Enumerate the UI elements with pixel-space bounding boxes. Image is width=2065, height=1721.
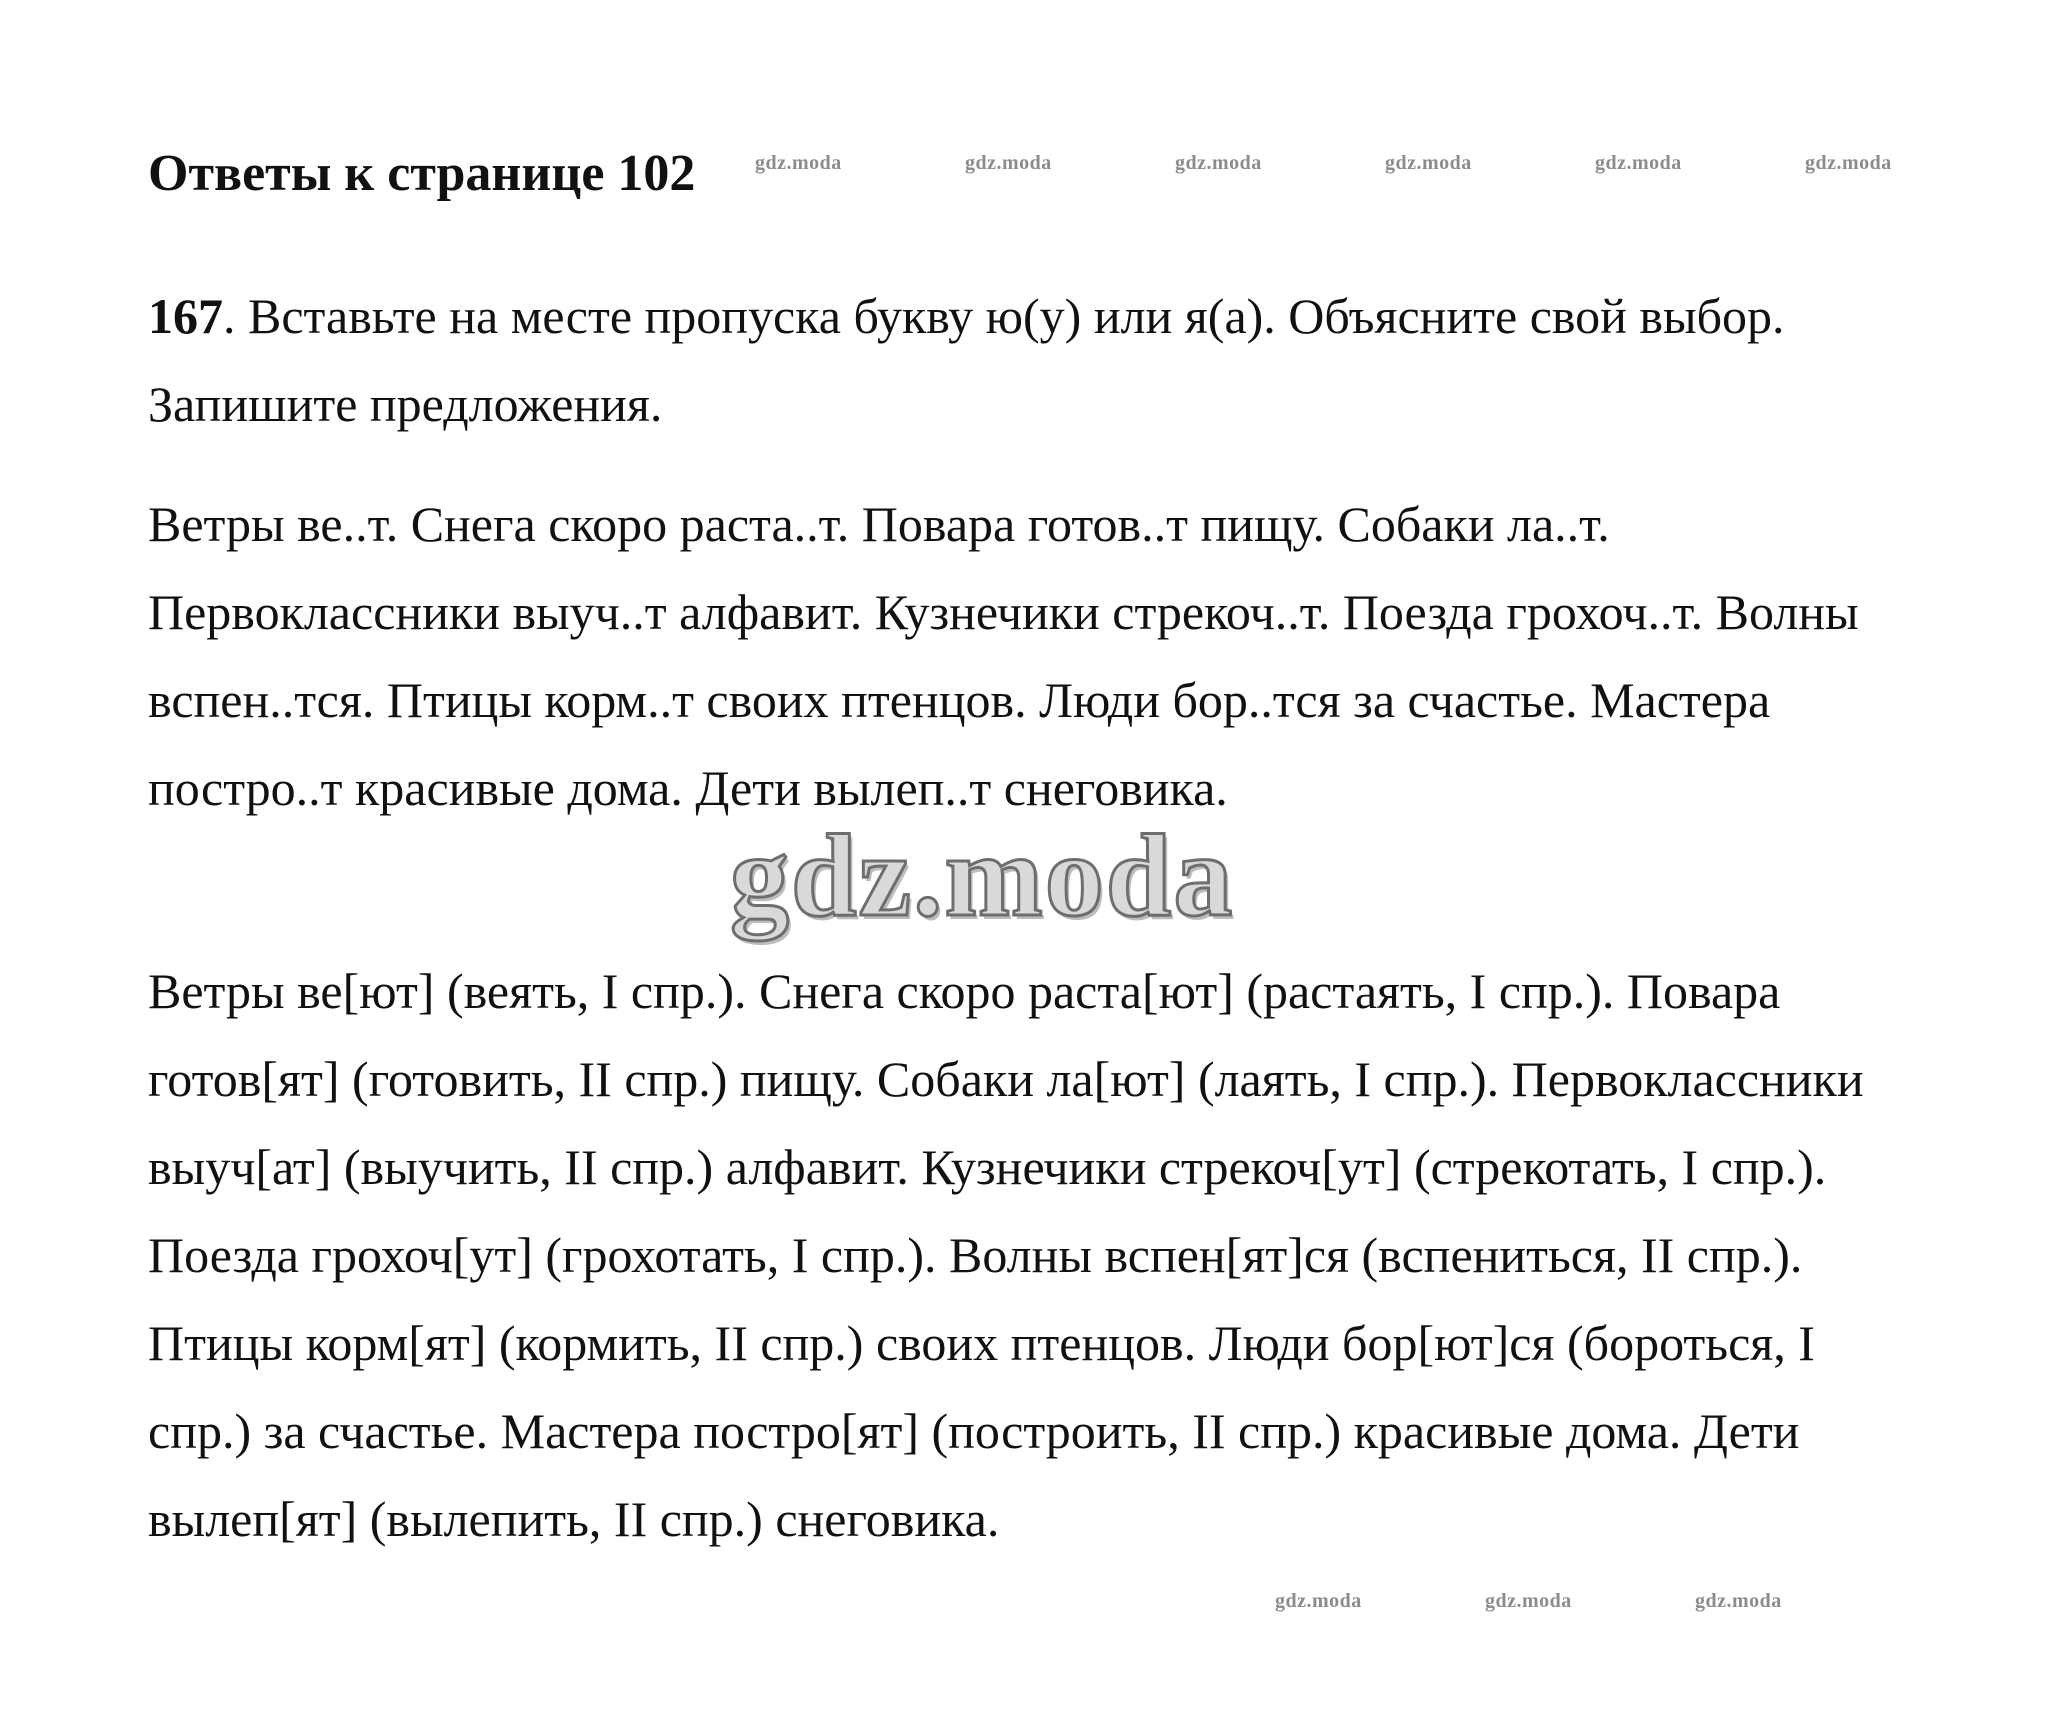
task-text: . Вставьте на месте пропуска букву ю(у) или я(а). Объясните свой выбор. Запишите предложения. (148, 288, 1785, 432)
watermark (1275, 1590, 1362, 1613)
page-title: Ответы к странице 102 (148, 145, 696, 202)
watermark (965, 152, 1052, 175)
watermark-large (730, 808, 1234, 944)
watermark-text: gdz.moda (730, 810, 1235, 941)
watermark-text: gdz.moda (755, 152, 842, 174)
watermark (1595, 152, 1682, 175)
watermark (1385, 152, 1472, 175)
watermark-text: gdz.moda (1695, 1590, 1782, 1612)
watermark-text: gdz.moda (1805, 152, 1892, 174)
watermark (1485, 1590, 1572, 1613)
answer-text: Ветры ве[ют] (веять, I спр.). Снега скоро раста[ют] (растаять, I спр.). Повара готов[ят] (готовить, II спр.) пищу. Собаки ла[ют] (лаять, I спр.). Первоклассники выуч[ат] (выучить, II спр.) алфавит. Кузнечики стрекоч[ут] (стрекотать, I спр.). Поезда грохоч[ут] (грохотать, I спр.). Волны вспен[ят]ся (вспениться, II спр.). Птицы корм[ят] (кормить, II спр.) своих птенцов. Люди бор[ют]ся (бороться, I спр.) за счастье. Мастера постро[ят] (построить, II спр.) красивые дома. Дети вылеп[ят] (вылепить, II спр.) снеговика. (148, 963, 1864, 1547)
watermark-text: gdz.moda (1595, 152, 1682, 174)
watermark-text: gdz.moda (1485, 1590, 1572, 1612)
exercise-text: Ветры ве..т. Снега скоро раста..т. Повара готов..т пищу. Собаки ла..т. Первоклассники выуч..т алфавит. Кузнечики стрекоч..т. Поезда грохоч..т. Волны вспен..тся. Птицы корм..т своих птенцов. Люди бор..тся за счастье. Мастера постро..т красивые дома. Дети вылеп..т снеговика. (148, 496, 1859, 816)
watermark-text: gdz.moda (1175, 152, 1262, 174)
watermark (1805, 152, 1892, 175)
watermark (1695, 1590, 1782, 1613)
watermark-text: gdz.moda (1385, 152, 1472, 174)
watermark-text: gdz.moda (1275, 1590, 1362, 1612)
task-statement (148, 272, 1928, 448)
task-number: 167 (148, 288, 223, 344)
watermark-text: gdz.moda (965, 152, 1052, 174)
watermark (1175, 152, 1262, 175)
watermark (755, 152, 842, 175)
